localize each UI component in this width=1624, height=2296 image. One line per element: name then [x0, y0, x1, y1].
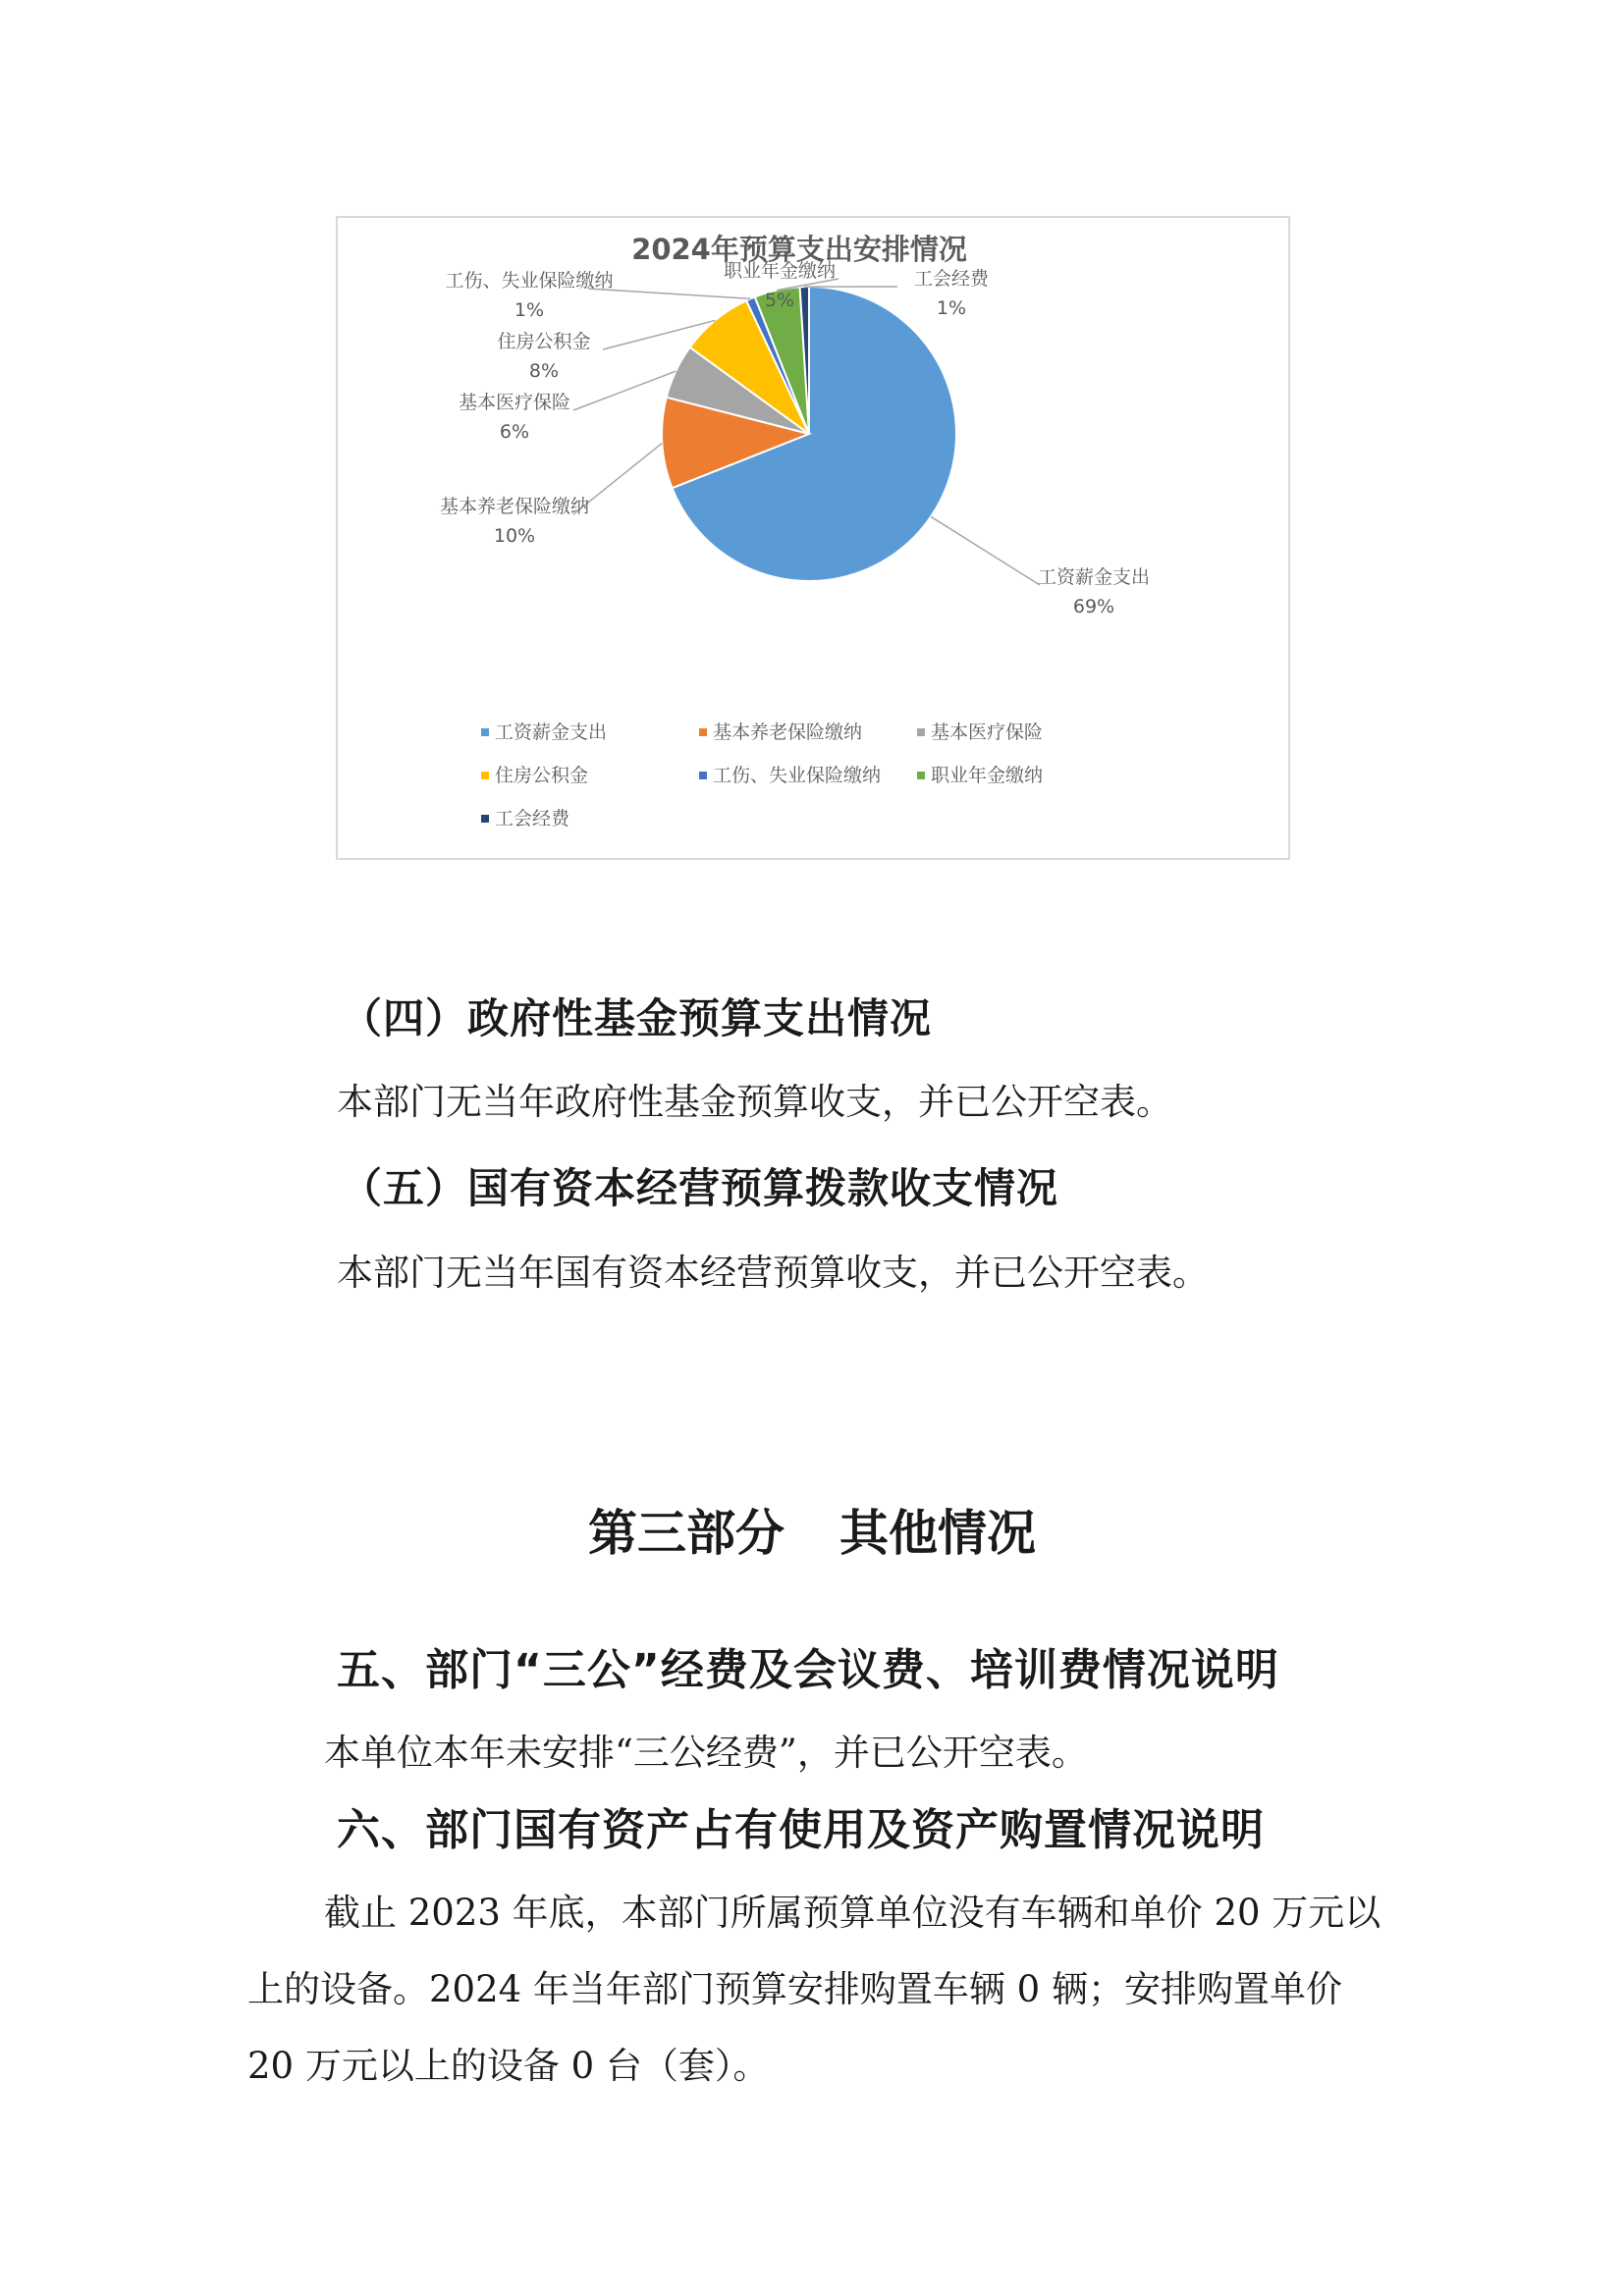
part-3-label: 第三部分 — [588, 1505, 785, 1562]
data-label-name: 工伤、失业保险缴纳 — [445, 270, 614, 292]
part-3-title — [0, 1494, 1624, 1565]
data-label-name: 工资薪金支出 — [1037, 566, 1151, 588]
legend-swatch — [917, 728, 925, 736]
chart-legend — [481, 721, 1043, 829]
legend-swatch — [481, 815, 489, 823]
legend-label: 工资薪金支出 — [495, 721, 608, 743]
legend-swatch — [699, 728, 707, 736]
legend-label: 职业年金缴纳 — [931, 765, 1044, 786]
data-label-name: 职业年金缴纳 — [723, 260, 837, 282]
legend-label: 基本养老保险缴纳 — [713, 721, 863, 743]
pie-chart-svg — [338, 218, 1292, 862]
legend-label: 工会经费 — [495, 808, 570, 829]
section-4-heading: （四）政府性基金预算支出情况 — [341, 994, 933, 1042]
data-label-percent: 5% — [764, 290, 795, 311]
leader-line — [573, 371, 676, 410]
data-label-name: 工会经费 — [913, 268, 990, 290]
section-5-heading: （五）国有资本经营预算拨款收支情况 — [341, 1164, 1059, 1212]
pie-slices — [662, 287, 956, 581]
legend-swatch — [917, 772, 925, 779]
item-6-heading: 六、部门国有资产占有使用及资产购置情况说明 — [337, 1805, 1265, 1855]
data-label-name: 基本养老保险缴纳 — [439, 496, 590, 517]
legend-swatch — [481, 772, 489, 779]
data-label-percent: 10% — [493, 525, 536, 547]
data-label-percent: 1% — [514, 299, 545, 321]
data-label-percent: 6% — [499, 421, 530, 443]
data-label-percent: 1% — [936, 297, 967, 319]
section-4-text: 本部门无当年政府性基金预算收支，并已公开空表。 — [337, 1081, 1172, 1123]
item-6-text: 截止 2023 年底，本部门所属预算单位没有车辆和单价 20 万元以上的设备。2024 年当年部门预算安排购置车辆 0 辆；安排购置单价 20 万元以上的设备 0 台（套）。 — [247, 1892, 1381, 2087]
budget-pie-chart — [336, 216, 1290, 860]
data-label-percent: 8% — [528, 360, 560, 382]
legend-swatch — [699, 772, 707, 779]
part-3-name: 其他情况 — [839, 1505, 1036, 1562]
data-label-percent: 69% — [1072, 596, 1115, 617]
leader-line — [931, 516, 1040, 585]
legend-label: 住房公积金 — [495, 765, 589, 786]
item-6-paragraph — [247, 1875, 1386, 2105]
item-5-text: 本单位本年未安排“三公经费”，并已公开空表。 — [324, 1732, 1088, 1774]
chart-title: 2024年预算支出安排情况 — [631, 233, 967, 266]
section-5-text: 本部门无当年国有资本经营预算收支，并已公开空表。 — [337, 1252, 1209, 1294]
legend-swatch — [481, 728, 489, 736]
data-label-name: 基本医疗保险 — [458, 392, 571, 413]
legend-label: 工伤、失业保险缴纳 — [713, 765, 882, 786]
data-label-name: 住房公积金 — [497, 331, 591, 352]
item-5-heading: 五、部门“三公”经费及会议费、培训费情况说明 — [337, 1645, 1279, 1695]
legend-label: 基本医疗保险 — [931, 721, 1044, 743]
